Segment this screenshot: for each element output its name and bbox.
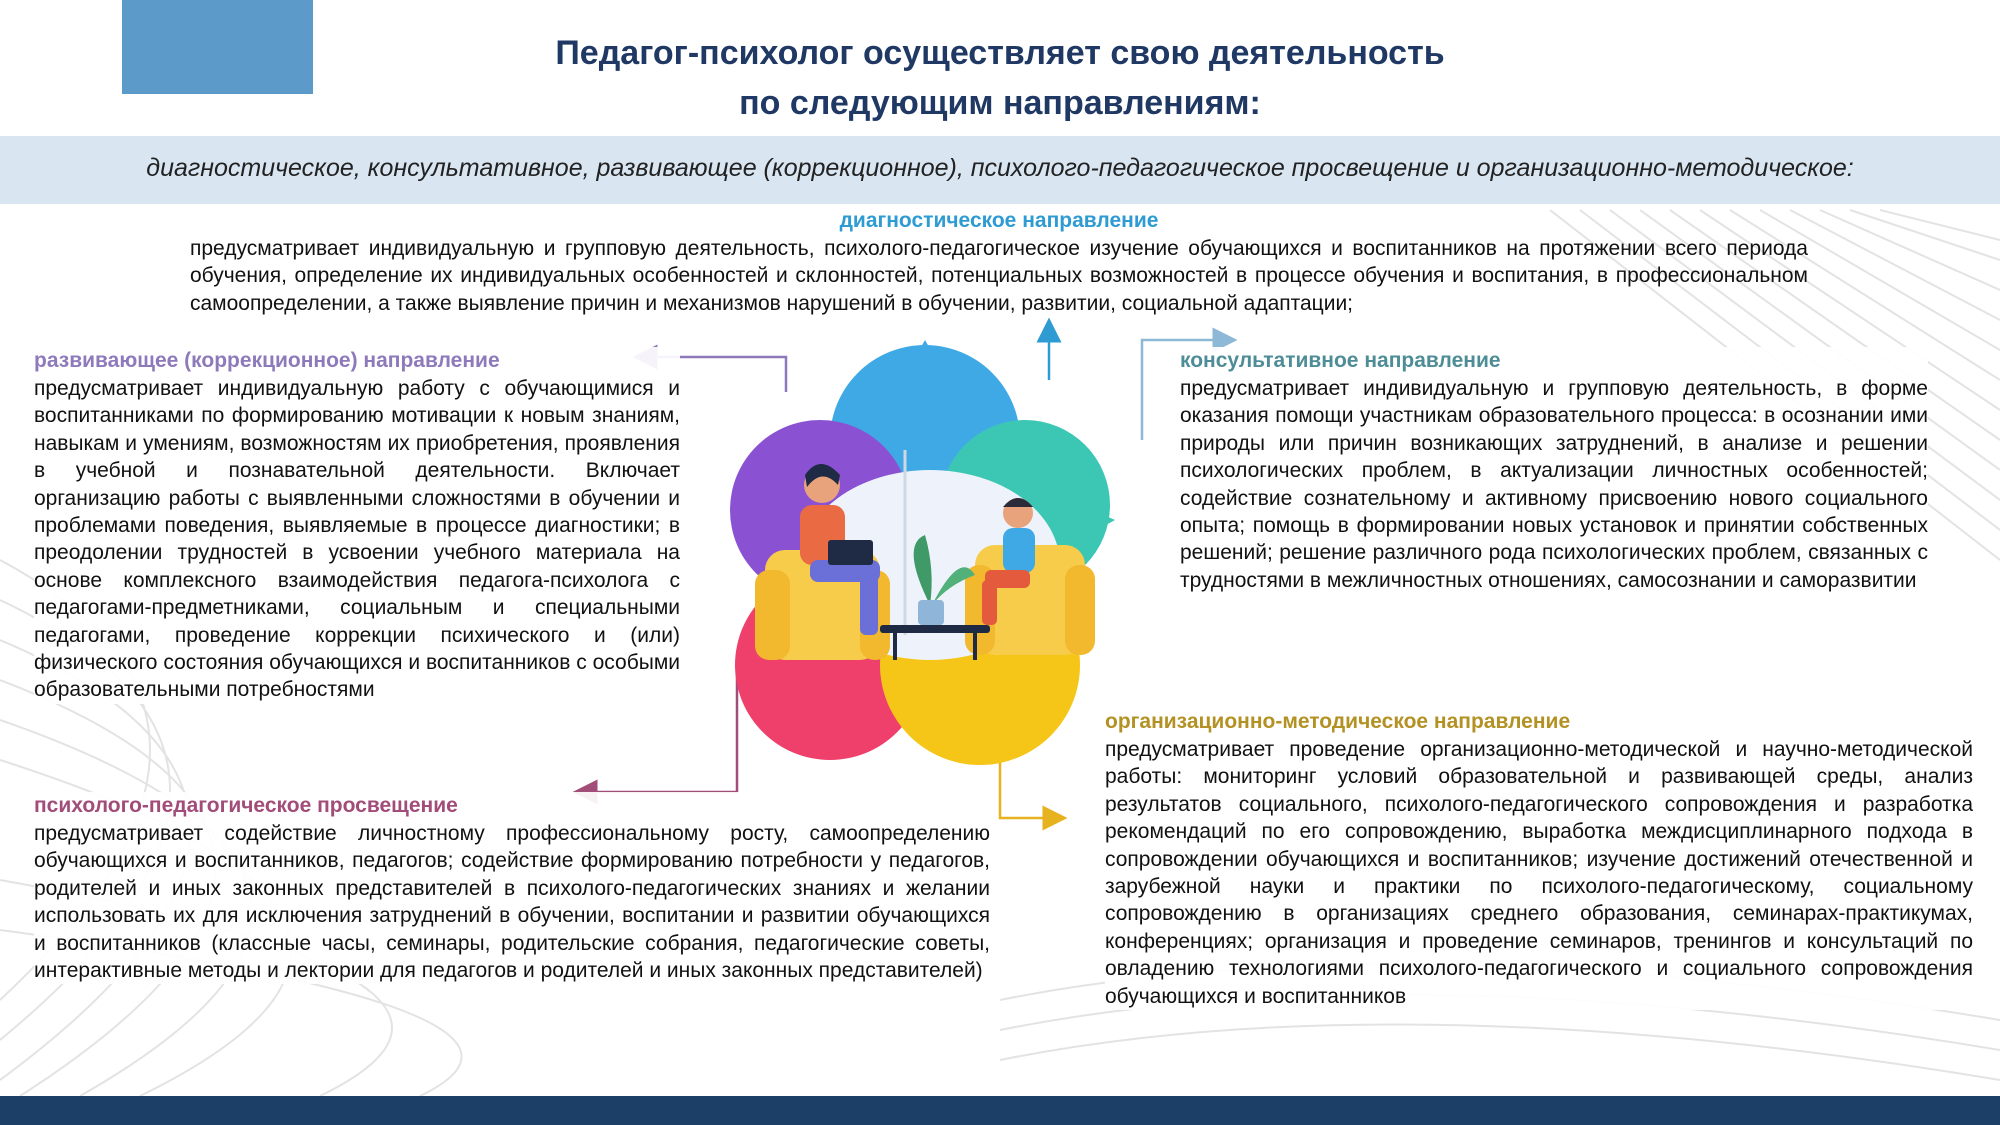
section-education-text: предусматривает содействие личностному профессиональному росту, самоопределению обучающихся и воспитанников, педагогов; содействие формированию потребности у педагогов, родителей и иных законных представителей в психолого-педагогических знаниях и желании использовать их для исключения затруднений в обучении, воспитании и развитии обучающихся и воспитанников (классные часы, семинары, родительские собрания, педагогические советы, интерактивные методы и лектории для педагогов и родителей и иных законных представителей)	[34, 822, 990, 983]
subtitle: диагностическое, консультативное, развивающее (коррекционное), психолого-педагогическое просвещение и организационно-методическое:	[146, 154, 1854, 182]
section-education	[34, 792, 990, 984]
section-developmental-heading: развивающее (коррекционное) направление	[34, 349, 500, 372]
section-consultative	[1180, 347, 1928, 594]
section-developmental	[34, 347, 680, 704]
section-organizational-heading: организационно-методическое направление	[1105, 710, 1571, 733]
section-organizational-text: предусматривает проведение организационно-методической и научно-методической работы: мониторинг условий образовательной и развивающей среды, анализ результатов социального, психолого-педагогического сопровождения и разработка рекомендаций по его сопровождению, выработка междисциплинарного подхода в сопровождении обучающихся и воспитанников; изучение достижений отечественной и зарубежной науки и практики по психолого-педагогическому, социальному сопровождению в организациях среднего образования, семинарах-практикумах, конференциях; организация и проведение семинаров, тренингов и консультаций по овладению технологиями психолого-педагогического и социального сопровождения обучающихся и воспитанников	[1105, 738, 1973, 1008]
section-education-heading: психолого-педагогическое просвещение	[34, 794, 458, 817]
section-consultative-heading: консультативное направление	[1180, 349, 1501, 372]
section-consultative-text: предусматривает индивидуальную и групповую деятельность, в форме оказания помощи участникам образовательного процесса: в осознании ими природы или причин возникающих затруднений, в анализе и решении психологических проблем, в актуализации личностных особенностей; содействие сознательному и активному присвоению нового социального опыта; помощь в формировании новых установок и принятии собственных решений; решение различного рода психологических проблем, связанных с трудностями в межличностных отношениях, самосознании и саморазвитии	[1180, 377, 1928, 592]
section-diagnostic	[190, 207, 1808, 317]
title-line-2: по следующим направлениям:	[739, 84, 1261, 122]
section-diagnostic-heading: диагностическое направление	[839, 209, 1159, 232]
section-developmental-text: предусматривает индивидуальную работу с обучающимися и воспитанниками по формированию мотивации к новым знаниям, навыкам и умениям, возможностям их приобретения, проявления в учебной и познавательной деятельности. Включает организацию работы с выявленными сложностями в обучении и проблемами поведения, выявляемые в процессе диагностики; в преодолении трудностей в усвоении учебного материала на основе комплексного взаимодействия педагога-психолога с педагогами-предметниками, социальным и специальными педагогами, проведение коррекции психического и (или) физического состояния обучающихся и воспитанников с особыми образовательными потребностями	[34, 377, 680, 702]
corner-accent-block	[122, 0, 313, 94]
counseling-session-illustration	[720, 335, 1140, 775]
page-title	[330, 28, 1670, 128]
section-diagnostic-text: предусматривает индивидуальную и групповую деятельность, психолого-педагогическое изучение обучающихся и воспитанников на протяжении всего периода обучения, определение их индивидуальных особенностей и склонностей, потенциальных возможностей в процессе обучения и воспитания, в профессиональном самоопределении, а также выявление причин и механизмов нарушений в обучении, развитии, социальной адаптации;	[190, 237, 1808, 315]
section-organizational	[1105, 708, 1973, 1010]
footer-bar	[0, 1096, 2000, 1125]
title-line-1: Педагог-психолог осуществляет свою деятельность	[555, 34, 1445, 72]
